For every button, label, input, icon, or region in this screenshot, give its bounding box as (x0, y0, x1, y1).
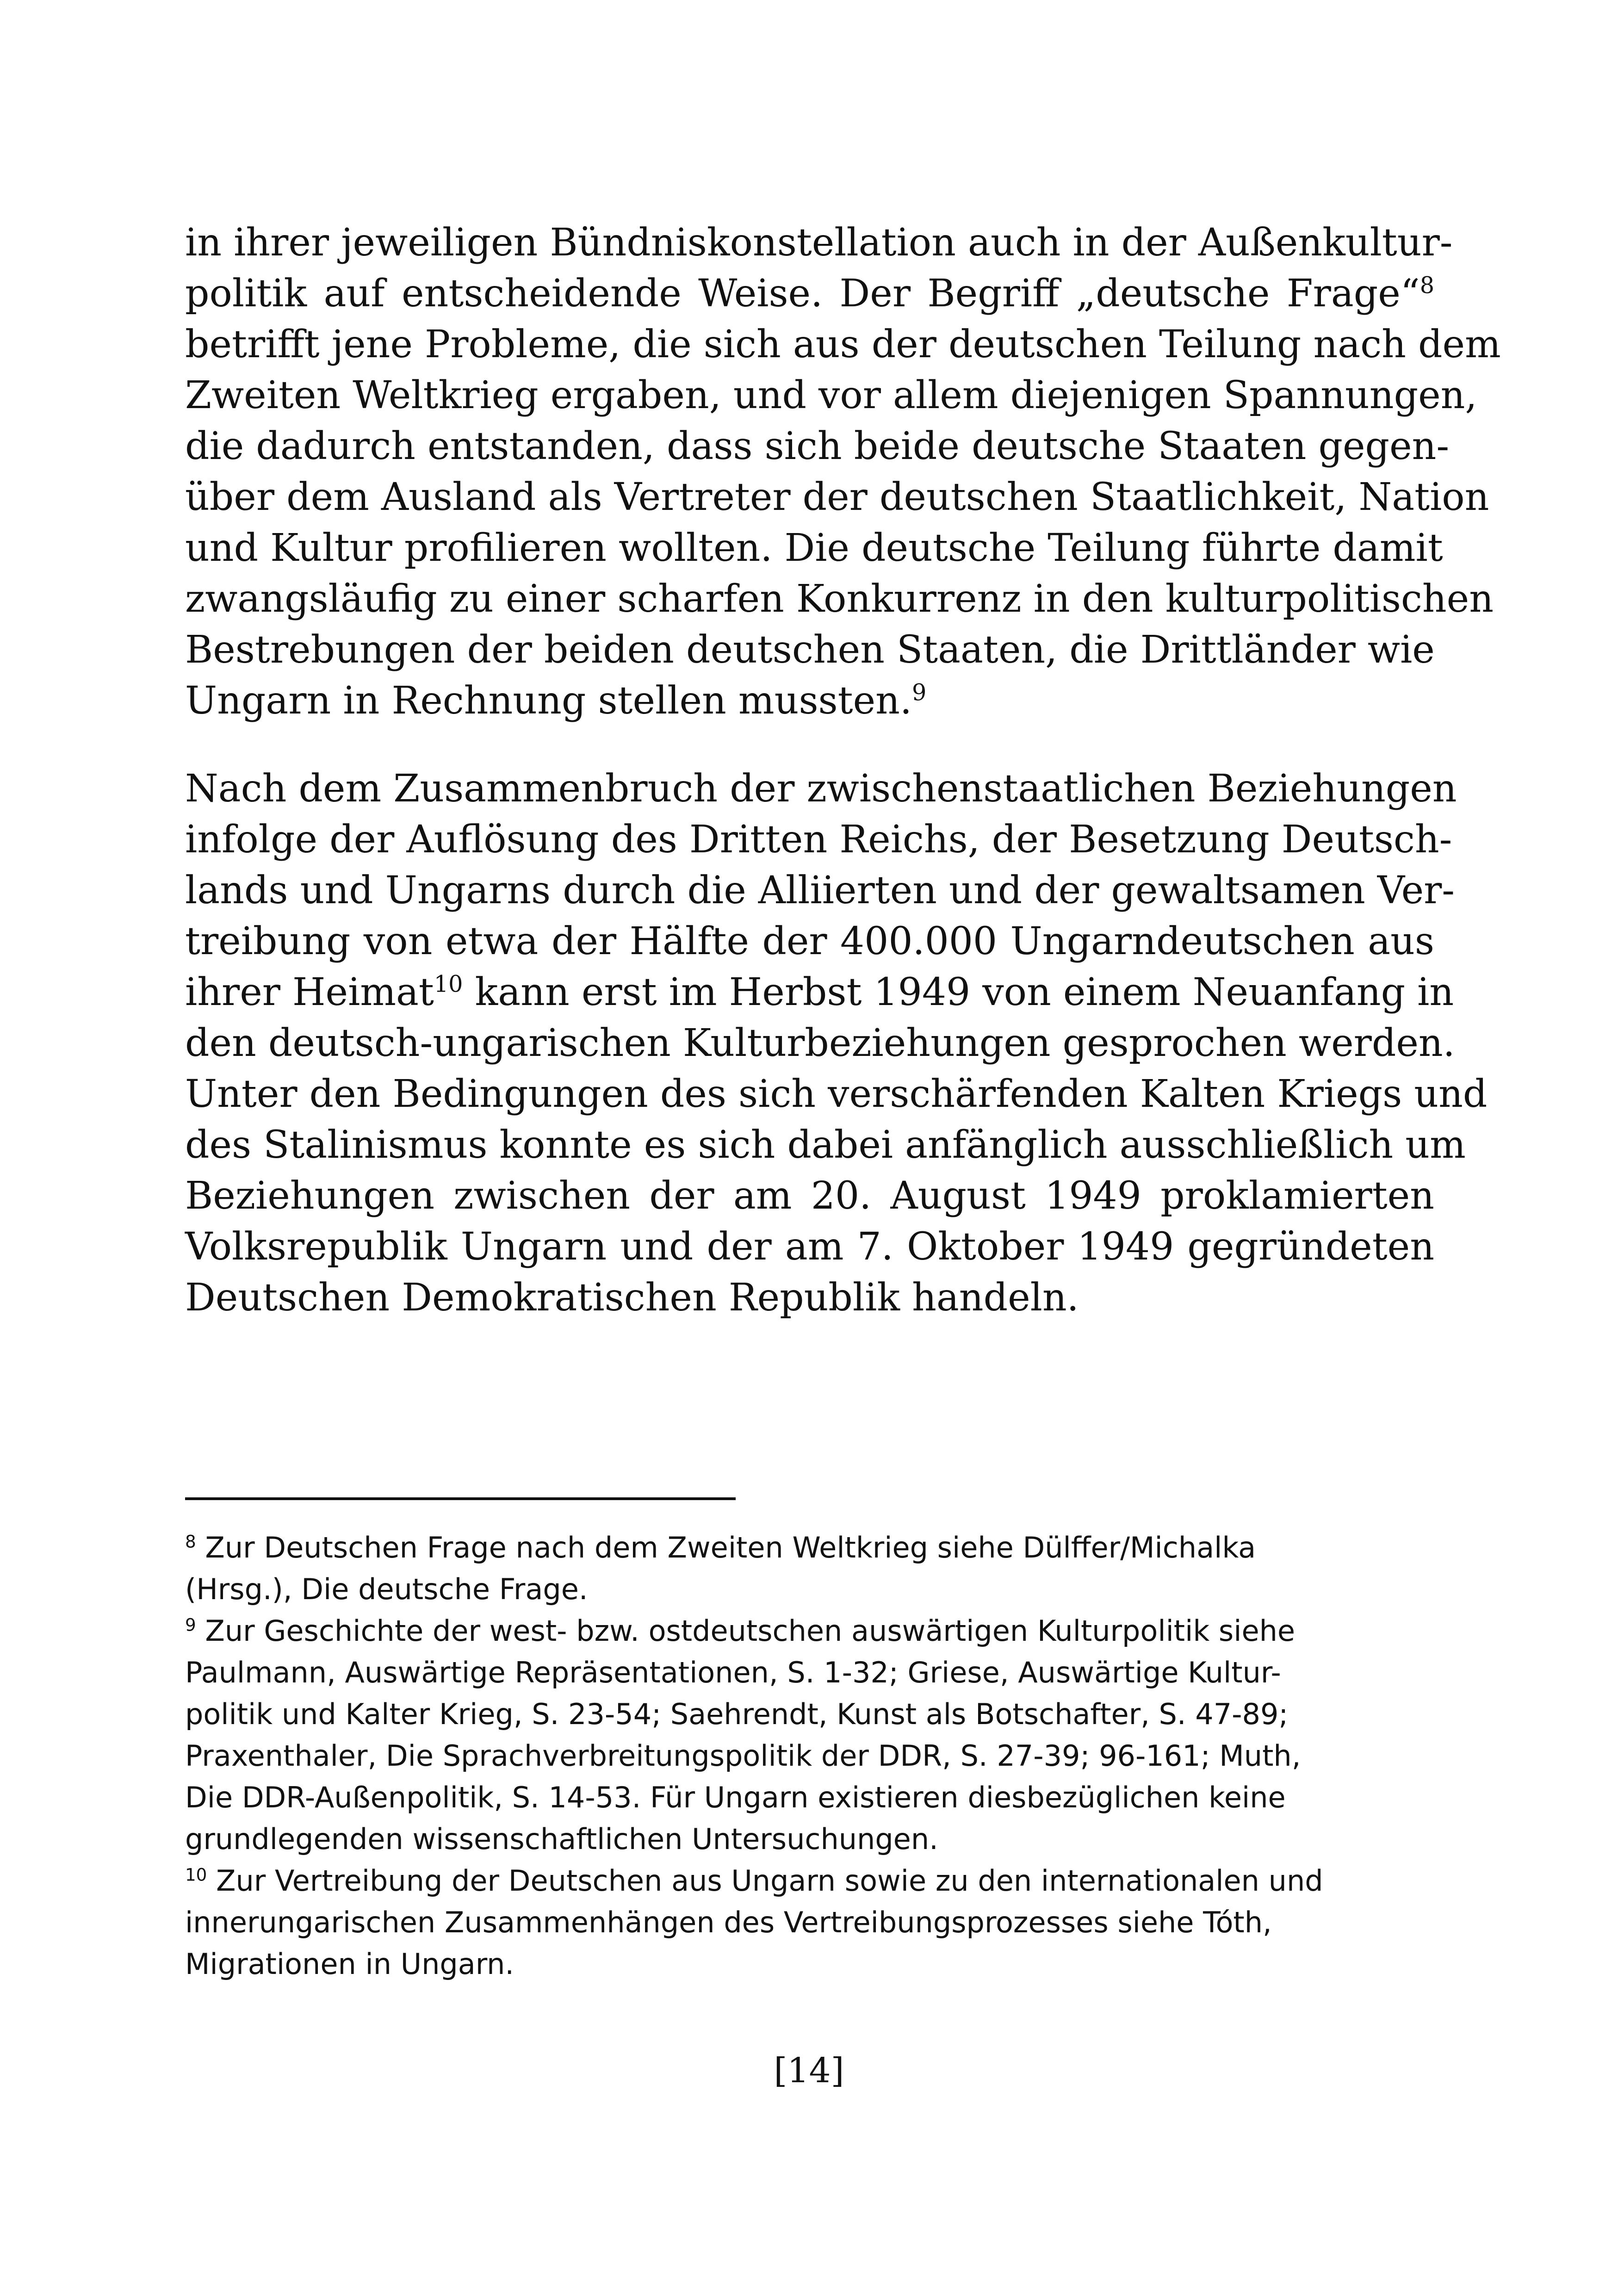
footnote-line: grundlegenden wissenschaftlichen Untersuchungen. (185, 1822, 938, 1856)
text-segment: Zur Geschichte der west- bzw. ostdeutschen auswärtigen Kulturpolitik siehe (196, 1614, 1296, 1648)
text-segment: ihrer Heimat (185, 970, 434, 1014)
text-segment: Zur Vertreibung der Deutschen aus Ungarn sowie zu den internationalen und (207, 1864, 1323, 1898)
text-line: Beziehungen zwischen der am 20. August 1949 proklamierten (185, 1174, 1434, 1218)
footnote-number: 9 (185, 1614, 196, 1635)
text-line: Unter den Bedingungen des sich verschärfenden Kalten Kriegs und (185, 1072, 1488, 1116)
text-segment: kann erst im Herbst 1949 von einem Neuanfang in (463, 970, 1454, 1014)
text-line (185, 676, 1434, 726)
footnote-line: Die DDR-Außenpolitik, S. 14-53. Für Ungarn existieren diesbezüglichen keine (185, 1781, 1286, 1814)
text-line: Volksrepublik Ungarn und der am 7. Oktober 1949 gegründeten (185, 1225, 1434, 1269)
text-line: betrifft jene Probleme, die sich aus der deutschen Teilung nach dem (185, 323, 1501, 366)
text-line: und Kultur profilieren wollten. Die deutsche Teilung führte damit (185, 526, 1443, 570)
footnote-separator (185, 1497, 736, 1500)
footnote-8 (185, 1527, 1434, 1610)
page-number: [14] (774, 2051, 844, 2091)
footnote-line: politik und Kalter Krieg, S. 23-54; Saehrendt, Kunst als Botschafter, S. 47-89; (185, 1697, 1289, 1731)
text-line: treibung von etwa der Hälfte der 400.000 Ungarndeutschen aus (185, 919, 1434, 963)
body-paragraph-1 (185, 217, 1501, 726)
footnote-number: 8 (185, 1531, 196, 1552)
text-line: Zweiten Weltkrieg ergaben, und vor allem diejenigen Spannungen, (185, 373, 1477, 417)
footnote-number: 10 (185, 1864, 207, 1885)
text-line (185, 268, 1434, 319)
footnote-line: (Hrsg.), Die deutsche Frage. (185, 1572, 588, 1606)
footnote-reference-10[interactable]: 10 (434, 970, 463, 998)
text-line: infolge der Auflösung des Dritten Reichs, der Besetzung Deutsch- (185, 818, 1452, 862)
text-line: Deutschen Demokratischen Republik handeln. (185, 1276, 1079, 1320)
text-line: lands und Ungarns durch die Alliierten und der gewaltsamen Ver- (185, 869, 1455, 912)
footnote-reference-8[interactable]: 8 (1420, 272, 1434, 299)
text-line: den deutsch-ungarischen Kulturbeziehungen gesprochen werden. (185, 1021, 1455, 1065)
footnote-10 (185, 1860, 1434, 1985)
text-line: über dem Ausland als Vertreter der deutschen Staatlichkeit, Nation (185, 475, 1489, 519)
footnote-line: Paulmann, Auswärtige Repräsentationen, S. 1-32; Griese, Auswärtige Kultur- (185, 1656, 1281, 1689)
footnote-9 (185, 1610, 1434, 1860)
text-segment: Ungarn in Rechnung stellen mussten. (185, 679, 912, 723)
footnote-line (185, 1860, 1434, 1902)
footnote-reference-9[interactable]: 9 (911, 679, 927, 706)
text-line: in ihrer jeweiligen Bündniskonstellation auch in der Außenkultur- (185, 221, 1453, 265)
text-line: Bestrebungen der beiden deutschen Staaten, die Drittländer wie (185, 628, 1435, 672)
text-segment: politik auf entscheidende Weise. Der Begriff „deutsche Frage“ (185, 272, 1420, 316)
text-line: des Stalinismus konnte es sich dabei anfänglich ausschließlich um (185, 1123, 1466, 1167)
footnotes (185, 1527, 1434, 1985)
text-line: zwangsläufig zu einer scharfen Konkurrenz in den kulturpolitischen (185, 577, 1494, 621)
footnote-line: Praxenthaler, Die Sprachverbreitungspolitik der DDR, S. 27-39; 96-161; Muth, (185, 1739, 1301, 1773)
footnote-line: Migrationen in Ungarn. (185, 1947, 515, 1981)
body-paragraph-2 (185, 763, 1488, 1323)
text-segment: Zur Deutschen Frage nach dem Zweiten Weltkrieg siehe Dülffer/Michalka (196, 1531, 1256, 1564)
footnote-line: innerungarischen Zusammenhängen des Vertreibungsprozesses siehe Tóth, (185, 1905, 1272, 1939)
text-line: Nach dem Zusammenbruch der zwischenstaatlichen Beziehungen (185, 767, 1457, 811)
footnote-line (185, 1610, 1434, 1652)
text-line: die dadurch entstanden, dass sich beide deutsche Staaten gegen- (185, 424, 1450, 468)
footnote-line (185, 1527, 1434, 1569)
text-line (185, 967, 1454, 1018)
